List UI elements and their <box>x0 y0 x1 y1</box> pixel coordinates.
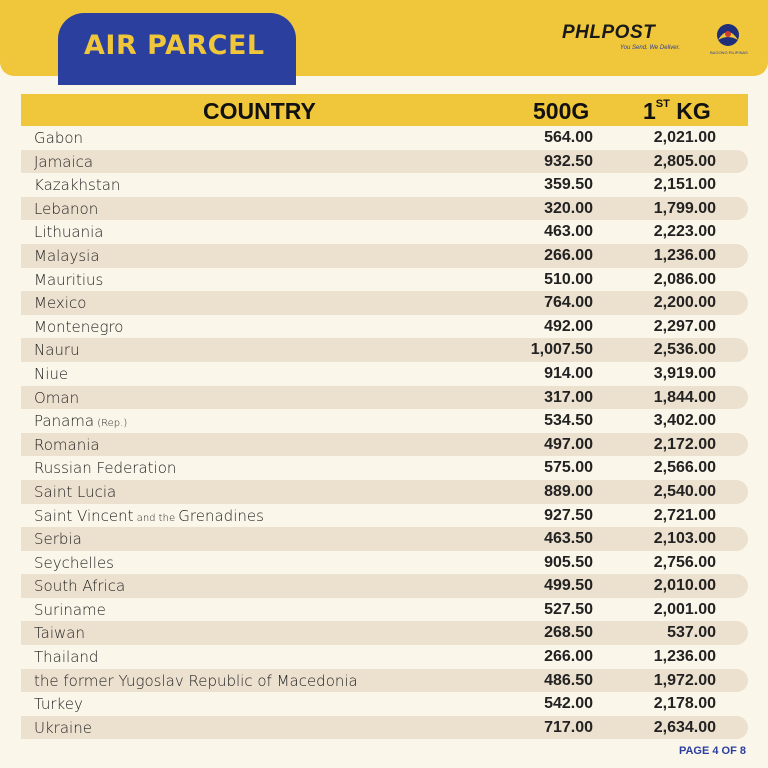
rate-1st-kg: 2,200.00 <box>653 294 716 312</box>
rate-1st-kg: 1,844.00 <box>653 388 716 406</box>
table-row <box>21 716 748 740</box>
rate-500g: 266.00 <box>544 246 593 264</box>
rate-500g: 564.00 <box>544 129 593 146</box>
rate-1st-kg: 2,634.00 <box>653 718 716 736</box>
emblem-label: BAGONG PILIPINAS <box>710 50 748 55</box>
table-row <box>21 692 748 716</box>
table-row <box>21 480 748 504</box>
table-row <box>21 126 748 150</box>
country-name: Panama (Rep.) <box>34 412 128 431</box>
table-row <box>21 669 748 693</box>
country-name: Turkey <box>34 695 83 714</box>
rate-1st-kg: 2,021.00 <box>653 129 716 146</box>
country-name: Suriname <box>34 600 106 619</box>
rate-1st-kg: 2,010.00 <box>653 577 716 595</box>
rate-1st-kg: 2,536.00 <box>653 341 716 359</box>
rate-500g: 914.00 <box>544 364 593 382</box>
country-name: Romania <box>34 435 100 454</box>
table-row <box>21 386 748 410</box>
phlpost-logo <box>562 22 752 58</box>
rate-500g: 717.00 <box>544 718 593 736</box>
country-name: Serbia <box>34 530 82 549</box>
table-row <box>21 621 748 645</box>
country-name: Malaysia <box>34 246 100 265</box>
rate-500g: 268.50 <box>544 624 593 642</box>
rate-500g: 317.00 <box>544 388 593 406</box>
rate-1st-kg: 2,001.00 <box>653 600 716 618</box>
rate-500g: 497.00 <box>544 435 593 453</box>
table-row <box>21 598 748 622</box>
rate-1st-kg: 3,402.00 <box>653 412 716 430</box>
rate-1st-kg: 2,223.00 <box>653 223 716 241</box>
rate-1st-kg: 2,086.00 <box>653 270 716 288</box>
rate-1st-kg: 1,236.00 <box>653 648 716 666</box>
table-row <box>21 173 748 197</box>
country-name: Jamaica <box>34 152 94 171</box>
rate-500g: 510.00 <box>544 270 593 288</box>
rate-500g: 889.00 <box>544 482 593 500</box>
rates-table <box>21 94 748 739</box>
table-row <box>21 527 748 551</box>
rate-500g: 764.00 <box>544 294 593 312</box>
rate-500g: 534.50 <box>544 412 593 430</box>
table-row <box>21 433 748 457</box>
country-name: Gabon <box>34 129 84 147</box>
country-name: Mauritius <box>34 270 104 289</box>
country-name: Oman <box>34 388 80 407</box>
table-row <box>21 244 748 268</box>
country-name: Lebanon <box>34 199 99 218</box>
header-country: COUNTRY <box>203 98 316 124</box>
rate-1st-kg: 2,151.00 <box>653 176 716 194</box>
header-1st-kg: 1ST KG <box>643 98 711 124</box>
logo-tagline: You Send. We Deliver. <box>620 45 681 51</box>
country-name: Taiwan <box>34 624 86 643</box>
table-row <box>21 574 748 598</box>
country-name: Ukraine <box>34 718 92 737</box>
page-indicator: PAGE 4 OF 8 <box>678 745 746 757</box>
table-row <box>21 291 748 315</box>
country-name: Seychelles <box>34 553 114 572</box>
rate-1st-kg: 2,172.00 <box>653 435 716 453</box>
rate-1st-kg: 1,972.00 <box>653 671 716 689</box>
table-row <box>21 409 748 433</box>
rate-1st-kg: 2,566.00 <box>653 459 716 477</box>
rate-500g: 320.00 <box>544 199 593 217</box>
rate-1st-kg: 1,236.00 <box>653 246 716 264</box>
logo-text: PHLPOST <box>562 22 656 43</box>
country-name: Saint Vincent and the Grenadines <box>34 506 264 525</box>
table-row <box>21 645 748 669</box>
rate-1st-kg: 2,540.00 <box>653 482 716 500</box>
rate-500g: 486.50 <box>544 671 593 689</box>
rate-1st-kg: 537.00 <box>667 624 716 642</box>
rate-1st-kg: 3,919.00 <box>653 364 716 382</box>
table-row <box>21 268 748 292</box>
country-name: Saint Lucia <box>34 482 117 501</box>
table-row <box>21 220 748 244</box>
country-name: Kazakhstan <box>34 176 121 195</box>
table-body <box>21 126 748 739</box>
rate-500g: 527.50 <box>544 600 593 618</box>
table-header <box>21 94 748 126</box>
country-name: the former Yugoslav Republic of Macedonia <box>34 671 358 690</box>
bagong-pilipinas-emblem-icon <box>712 22 744 48</box>
country-name: Nauru <box>34 341 80 360</box>
table-row <box>21 362 748 386</box>
rate-500g: 1,007.50 <box>530 341 593 359</box>
country-name: Niue <box>34 364 69 383</box>
rate-1st-kg: 2,805.00 <box>653 152 716 170</box>
rate-500g: 575.00 <box>544 459 593 477</box>
rate-500g: 499.50 <box>544 577 593 595</box>
rate-500g: 463.00 <box>544 223 593 241</box>
rate-500g: 542.00 <box>544 695 593 713</box>
table-row <box>21 150 748 174</box>
rate-1st-kg: 2,756.00 <box>653 553 716 571</box>
country-name: Thailand <box>34 648 99 667</box>
header-500g: 500G <box>533 98 590 124</box>
rate-500g: 927.50 <box>544 506 593 524</box>
table-row <box>21 456 748 480</box>
country-name: Russian Federation <box>34 459 177 478</box>
rate-1st-kg: 2,103.00 <box>653 530 716 548</box>
rate-500g: 932.50 <box>544 152 593 170</box>
rate-1st-kg: 2,297.00 <box>653 317 716 335</box>
rate-1st-kg: 2,178.00 <box>653 695 716 713</box>
rate-500g: 463.50 <box>544 530 593 548</box>
table-row <box>21 504 748 528</box>
table-row <box>21 315 748 339</box>
country-name: Mexico <box>34 294 87 313</box>
rate-500g: 492.00 <box>544 317 593 335</box>
rate-500g: 359.50 <box>544 176 593 194</box>
country-name: Montenegro <box>34 317 124 336</box>
table-row <box>21 338 748 362</box>
page-title: AIR PARCEL <box>84 30 265 61</box>
table-row <box>21 551 748 575</box>
country-name: Lithuania <box>34 223 104 242</box>
rate-500g: 905.50 <box>544 553 593 571</box>
rate-500g: 266.00 <box>544 648 593 666</box>
table-row <box>21 197 748 221</box>
country-name: South Africa <box>34 577 126 596</box>
rate-1st-kg: 1,799.00 <box>653 199 716 217</box>
rate-1st-kg: 2,721.00 <box>653 506 716 524</box>
